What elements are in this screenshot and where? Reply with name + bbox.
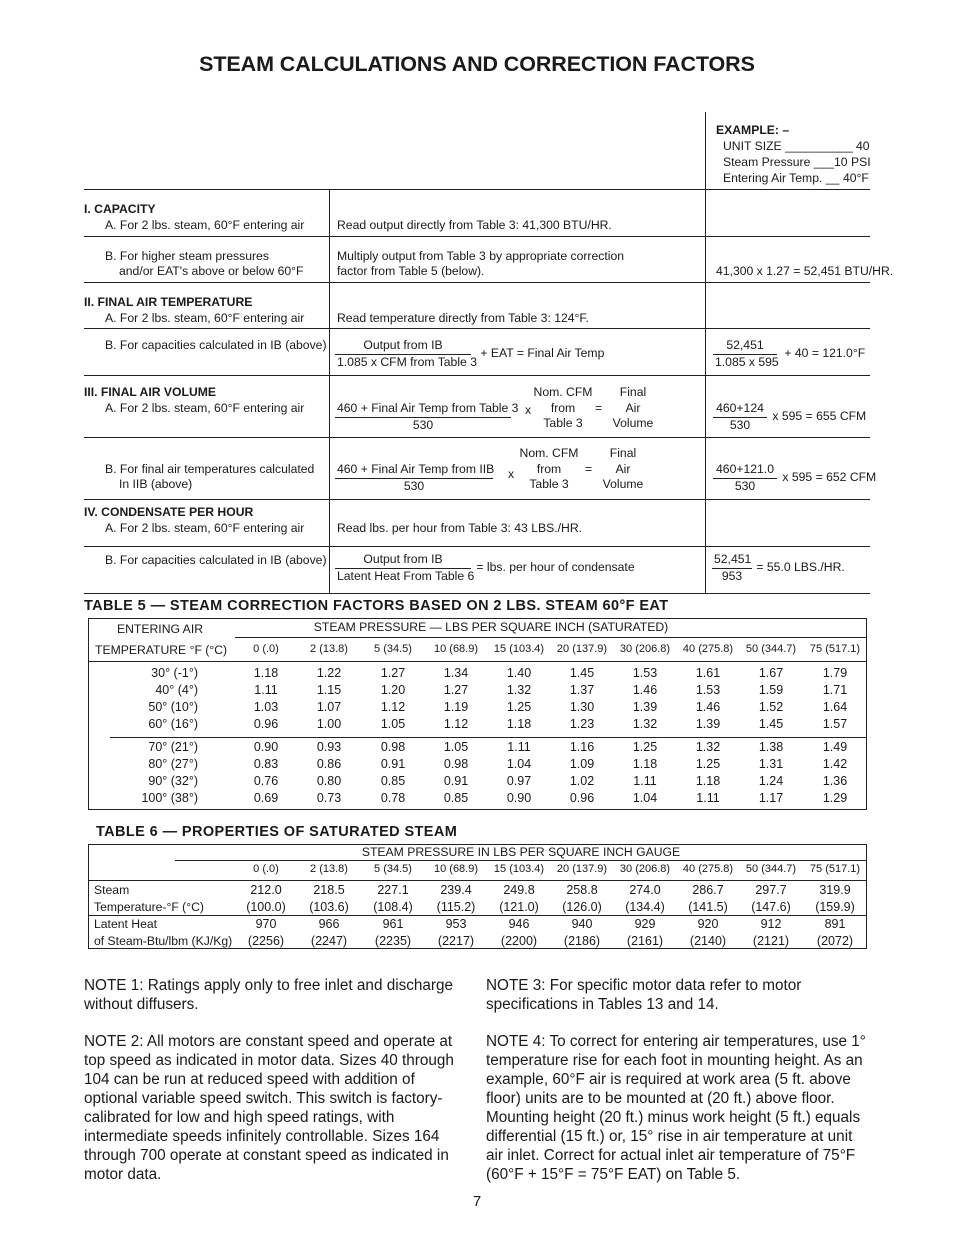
table6-cell: 218.5 <box>313 883 345 897</box>
table5-cell: 1.57 <box>822 717 848 731</box>
table5-row-temp: 90° (32°) <box>148 774 198 788</box>
page-title: STEAM CALCULATIONS AND CORRECTION FACTORS <box>199 52 755 76</box>
final-temp-b-result <box>713 338 865 370</box>
capacity-b-result: 41,300 x 1.27 = 52,451 BTU/HR. <box>716 264 894 278</box>
table6-column-header: 50 (344.7) <box>745 863 797 875</box>
fin-line: Volume <box>612 416 654 430</box>
nom-line: Nom. CFM <box>533 385 593 399</box>
fraction-tail: x 595 = 652 CFM <box>782 470 877 485</box>
note-1: NOTE 1: Ratings apply only to free inlet and discharge without diffusers. <box>84 977 454 1013</box>
table6-cell: 319.9 <box>819 883 851 897</box>
capacity-a-left: A. For 2 lbs. steam, 60°F entering air <box>105 218 305 232</box>
fin-line: Air <box>625 400 641 415</box>
table6-group-header: STEAM PRESSURE IN LBS PER SQUARE INCH GAUGE <box>361 845 681 859</box>
table6-cell: (108.4) <box>373 900 413 914</box>
table6-cell: (121.0) <box>499 900 539 914</box>
table5-row-temp: 50° (10°) <box>148 700 198 714</box>
fraction-tail: = 55.0 LBS./HR. <box>756 560 845 575</box>
nom-cfm-label <box>514 446 584 493</box>
table5-cell: 0.76 <box>253 774 279 788</box>
final-volume-a-result <box>713 401 866 433</box>
table5-cell: 0.93 <box>316 740 342 754</box>
table5-cell: 1.30 <box>569 700 595 714</box>
fraction-numerator: Output from IB <box>335 338 471 355</box>
table6-cell: 891 <box>824 917 846 931</box>
table5-row-temp: 40° (4°) <box>155 683 198 697</box>
fraction-denominator: 530 <box>412 417 434 432</box>
fraction-denominator: 530 <box>729 417 751 432</box>
table5-column-header: 75 (517.1) <box>809 643 861 655</box>
capacity-b-mid-2: factor from Table 5 (below). <box>337 264 485 278</box>
table5-cell: 1.45 <box>758 717 784 731</box>
table6-cell: 249.8 <box>503 883 535 897</box>
equals-sign: = <box>595 401 603 415</box>
table6-latent-label-1: Latent Heat <box>94 917 158 931</box>
example-unit-size-value: 40 <box>856 139 870 153</box>
table6-cell: 212.0 <box>250 883 282 897</box>
fraction-tail: + EAT = Final Air Temp <box>480 346 605 361</box>
table6-cell: 940 <box>571 917 593 931</box>
table6-cell: 227.1 <box>377 883 409 897</box>
table5-row-temp: 100° (38°) <box>141 791 198 805</box>
table6-column-header: 40 (275.8) <box>682 863 734 875</box>
nom-line: Table 3 <box>543 416 583 430</box>
table6-cell: (115.2) <box>436 900 476 914</box>
fraction-tail: = lbs. per hour of condensate <box>476 560 635 575</box>
final-temp-heading: II. FINAL AIR TEMPERATURE <box>84 295 253 309</box>
table6-cell: 946 <box>508 917 530 931</box>
table5-row-temp: 30° (-1°) <box>151 666 198 680</box>
table5-cell: 0.69 <box>253 791 279 805</box>
fraction-denominator: 1.085 x 595 <box>715 354 779 369</box>
nom-line: from <box>536 461 562 476</box>
table5-cell: 1.17 <box>758 791 784 805</box>
table5-cell: 1.25 <box>506 700 532 714</box>
table5-cell: 1.46 <box>632 683 658 697</box>
table5-cell: 1.22 <box>316 666 342 680</box>
table6-column-header: 15 (103.4) <box>493 863 545 875</box>
example-entering-air-label: Entering Air Temp. __ <box>723 171 840 185</box>
table5-column-header: 30 (206.8) <box>619 643 671 655</box>
table5-column-header: 10 (68.9) <box>433 643 479 655</box>
note-3: NOTE 3: For specific motor data refer to motor specifications in Tables 13 and 14. <box>486 977 802 1013</box>
table5-cell: 1.15 <box>316 683 342 697</box>
final-temp-b-formula <box>335 338 604 370</box>
table6-cell: (2247) <box>310 934 348 948</box>
table6-column-header: 20 (137.9) <box>556 863 608 875</box>
table5-cell: 1.39 <box>695 717 721 731</box>
fraction-denominator: 530 <box>734 478 756 493</box>
capacity-heading: I. CAPACITY <box>84 202 156 216</box>
table5-cell: 0.91 <box>380 757 406 771</box>
table6-cell: (2235) <box>374 934 412 948</box>
table5-cell: 1.18 <box>695 774 721 788</box>
table5-cell: 0.98 <box>380 740 406 754</box>
table6-cell: 912 <box>760 917 782 931</box>
capacity-b-mid-1: Multiply output from Table 3 by appropriate correction <box>337 249 625 263</box>
example-heading: EXAMPLE: – <box>716 123 790 137</box>
table6-cell: (2121) <box>752 934 790 948</box>
table5-cell: 1.52 <box>758 700 784 714</box>
table5-cell: 1.27 <box>443 683 469 697</box>
condensate-heading: IV. CONDENSATE PER HOUR <box>84 505 254 519</box>
table6-cell: 966 <box>318 917 340 931</box>
table5-column-header: 2 (13.8) <box>310 643 348 655</box>
fraction-tail: + 40 = 121.0°F <box>784 346 866 361</box>
table6-cell: (100.0) <box>246 900 286 914</box>
table5-cell: 0.97 <box>506 774 532 788</box>
condensate-b-result <box>712 552 845 584</box>
fin-line: Final <box>609 446 637 460</box>
table5-cell: 1.18 <box>632 757 658 771</box>
table5-cell: 0.78 <box>380 791 406 805</box>
example-entering-air-value: 40°F <box>843 171 869 185</box>
multiply-sign: x <box>525 403 532 417</box>
fraction-denominator: 1.085 x CFM from Table 3 <box>337 354 477 369</box>
table5-cell: 1.11 <box>507 740 531 754</box>
table6-cell: 239.4 <box>440 883 472 897</box>
table5-cell: 1.38 <box>758 740 784 754</box>
table6-cell: (2140) <box>689 934 727 948</box>
final-temp-a-mid: Read temperature directly from Table 3: 124°F. <box>337 311 589 325</box>
table6-cell: (2186) <box>563 934 601 948</box>
table6-cell: 929 <box>634 917 656 931</box>
table5-cell: 0.96 <box>569 791 595 805</box>
table6-cell: (2072) <box>816 934 854 948</box>
nom-line: Table 3 <box>529 477 569 491</box>
table5-cell: 0.83 <box>253 757 279 771</box>
table6-cell: (126.0) <box>562 900 602 914</box>
table5-cell: 1.45 <box>569 666 595 680</box>
fraction-numerator: Output from IB <box>335 552 471 569</box>
table5-cell: 0.90 <box>506 791 532 805</box>
final-temp-b-left: B. For capacities calculated in IB (above) <box>105 338 327 352</box>
example-steam-pressure-value: 10 PSI <box>834 155 871 169</box>
table5-cell: 1.53 <box>695 683 721 697</box>
nom-line: Nom. CFM <box>519 446 579 460</box>
table5-cell: 0.91 <box>443 774 469 788</box>
table6-column-header: 75 (517.1) <box>809 863 861 875</box>
notes-left-column <box>84 976 464 1202</box>
table5-cell: 1.53 <box>632 666 658 680</box>
final-volume-b-formula <box>335 462 493 494</box>
final-volume-a-left: A. For 2 lbs. steam, 60°F entering air <box>105 401 305 415</box>
fin-line: Final <box>619 385 647 399</box>
table5-column-header: 50 (344.7) <box>745 643 797 655</box>
table6-cell: (134.4) <box>625 900 665 914</box>
fraction-denominator: 953 <box>721 568 743 583</box>
final-air-volume-label <box>598 446 648 493</box>
fin-line: Air <box>615 461 631 476</box>
example-unit-size-label: UNIT SIZE __________ <box>723 139 853 153</box>
table6-cell: 961 <box>382 917 404 931</box>
table5-column-header: 0 (.0) <box>253 643 279 655</box>
table5-cell: 1.59 <box>758 683 784 697</box>
table6-cell: (2161) <box>626 934 664 948</box>
fraction-denominator: 530 <box>403 478 425 493</box>
table6-column-header: 30 (206.8) <box>619 863 671 875</box>
table6-steam-label-2: Temperature-°F (°C) <box>94 900 204 914</box>
table5-cell: 1.02 <box>569 774 595 788</box>
table5-cell: 1.34 <box>443 666 469 680</box>
table5-cell: 1.12 <box>443 717 469 731</box>
table5-cell: 1.05 <box>443 740 469 754</box>
table5-cell: 1.31 <box>758 757 784 771</box>
fraction-denominator: Latent Heat From Table 6 <box>337 568 475 583</box>
table5-column-header: 40 (275.8) <box>682 643 734 655</box>
table6-cell: 297.7 <box>755 883 787 897</box>
multiply-sign: x <box>508 467 515 481</box>
table5-cell: 0.73 <box>316 791 342 805</box>
notes-right-column <box>486 976 866 1202</box>
fraction-numerator: 460+124 <box>713 401 767 418</box>
table5-row-temp: 70° (21°) <box>148 740 198 754</box>
fraction-tail: x 595 = 655 CFM <box>772 409 867 424</box>
table5-cell: 0.85 <box>380 774 406 788</box>
fraction-numerator: 52,451 <box>712 552 752 569</box>
condensate-a-left: A. For 2 lbs. steam, 60°F entering air <box>105 521 305 535</box>
table5-cell: 1.09 <box>569 757 595 771</box>
equals-sign: = <box>585 462 593 476</box>
table5-cell: 1.29 <box>822 791 848 805</box>
final-temp-a-left: A. For 2 lbs. steam, 60°F entering air <box>105 311 305 325</box>
table5-row-header-2: TEMPERATURE °F (°C) <box>95 643 228 657</box>
table5-cell: 1.23 <box>569 717 595 731</box>
final-volume-b-result <box>713 462 876 494</box>
table5-cell: 1.32 <box>506 683 532 697</box>
table5-cell: 1.04 <box>632 791 658 805</box>
table5-cell: 1.07 <box>316 700 342 714</box>
table5-cell: 1.25 <box>695 757 721 771</box>
fraction-numerator: 52,451 <box>713 338 777 355</box>
condensate-b-formula <box>335 552 635 584</box>
table5-cell: 0.80 <box>316 774 342 788</box>
table6-title: TABLE 6 — PROPERTIES OF SATURATED STEAM <box>96 824 458 840</box>
table5-row-temp: 80° (27°) <box>148 757 198 771</box>
capacity-b-left-1: B. For higher steam pressures <box>105 249 269 263</box>
table5-cell: 1.39 <box>632 700 658 714</box>
table5-cell: 1.11 <box>254 683 278 697</box>
fraction-numerator: 460 + Final Air Temp from IIB <box>335 462 493 479</box>
final-volume-heading: III. FINAL AIR VOLUME <box>84 385 217 399</box>
table5-column-header: 15 (103.4) <box>493 643 545 655</box>
table5-cell: 1.18 <box>506 717 532 731</box>
table5-cell: 1.18 <box>253 666 279 680</box>
table5-cell: 1.00 <box>316 717 342 731</box>
table5-cell: 1.25 <box>632 740 658 754</box>
table5-cell: 1.64 <box>822 700 848 714</box>
table6-cell: (159.9) <box>815 900 855 914</box>
table6-cell: (147.6) <box>751 900 791 914</box>
table6-cell: 920 <box>697 917 719 931</box>
table6-steam-label-1: Steam <box>94 883 130 897</box>
table5-cell: 1.32 <box>695 740 721 754</box>
table5-cell: 1.67 <box>758 666 784 680</box>
table5-cell: 0.98 <box>443 757 469 771</box>
table5-cell: 1.03 <box>253 700 279 714</box>
condensate-a-mid: Read lbs. per hour from Table 3: 43 LBS./HR. <box>337 521 583 535</box>
fraction-numerator: 460 + Final Air Temp from Table 3 <box>335 401 511 418</box>
final-volume-b-left-1: B. For final air temperatures calculated <box>105 462 315 476</box>
table6-cell: 258.8 <box>566 883 598 897</box>
table6-cell: 274.0 <box>629 883 661 897</box>
table5-column-header: 5 (34.5) <box>374 643 412 655</box>
table6-cell: 953 <box>445 917 467 931</box>
table5-cell: 1.40 <box>506 666 532 680</box>
nom-cfm-label <box>528 385 598 432</box>
table5-cell: 1.05 <box>380 717 406 731</box>
note-2: NOTE 2: All motors are constant speed and operate at top speed as indicated in motor data. Sizes 40 through 104 can be run at reduced speed with addition of optional variable speed switch. This switch is factory-calibrated for low and high speed ratings, with intermediate speeds infinitely controllable. Sizes 164 through 700 operate at constant speed as indicated in motor data. <box>84 1033 454 1183</box>
table5-title: TABLE 5 — STEAM CORRECTION FACTORS BASED ON 2 LBS. STEAM 60°F EAT <box>84 598 669 614</box>
example-steam-pressure-label: Steam Pressure ___ <box>723 155 835 169</box>
page-number: 7 <box>472 1193 482 1210</box>
table6-column-header: 2 (13.8) <box>310 863 348 875</box>
table5-cell: 1.46 <box>695 700 721 714</box>
condensate-b-left: B. For capacities calculated in IB (above) <box>105 553 327 567</box>
table5-cell: 1.36 <box>822 774 848 788</box>
table5-cell: 1.71 <box>822 683 848 697</box>
table5-cell: 1.27 <box>380 666 406 680</box>
nom-line: from <box>550 400 576 415</box>
table5-cell: 1.20 <box>380 683 406 697</box>
table5-cell: 1.16 <box>569 740 595 754</box>
final-air-volume-label <box>608 385 658 432</box>
table5-cell: 1.12 <box>380 700 406 714</box>
table6-cell: 286.7 <box>692 883 724 897</box>
table6-cell: (2256) <box>247 934 285 948</box>
table5-cell: 1.37 <box>569 683 595 697</box>
fin-line: Volume <box>602 477 644 491</box>
table5-cell: 1.79 <box>822 666 848 680</box>
table5-group-header: STEAM PRESSURE — LBS PER SQUARE INCH (SATURATED) <box>313 620 669 634</box>
table5-cell: 1.61 <box>695 666 721 680</box>
table6-latent-label-2: of Steam-Btu/lbm (KJ/Kg) <box>94 934 233 948</box>
table6-column-header: 5 (34.5) <box>374 863 412 875</box>
table6-column-header: 0 (.0) <box>253 863 279 875</box>
table5-cell: 0.96 <box>253 717 279 731</box>
capacity-a-mid: Read output directly from Table 3: 41,300 BTU/HR. <box>337 218 612 232</box>
table5-row-header-1: ENTERING AIR <box>117 622 204 636</box>
table5-cell: 1.19 <box>443 700 469 714</box>
note-4: NOTE 4: To correct for entering air temperatures, use 1° temperature rise for each foot in mounting height. As an example, 60°F air is required at work area (5 ft. above floor) units are to be mounted at (20 ft.) above floor. Mounting height (20 ft.) minus work height (5 ft.) equals differential (15 ft.) or, 15° rise in air temperature at unit air inlet. Correct for actual inlet air temperature of 75°F (60°F + 15°F = 75°F EAT) on Table 5. <box>486 1033 866 1183</box>
table5-cell: 0.85 <box>443 791 469 805</box>
table6-column-header: 10 (68.9) <box>433 863 479 875</box>
capacity-b-left-2: and/or EAT's above or below 60°F <box>119 264 304 278</box>
table5-cell: 1.49 <box>822 740 848 754</box>
table5-column-header: 20 (137.9) <box>556 643 608 655</box>
table5-cell: 0.90 <box>253 740 279 754</box>
table5-cell: 1.11 <box>633 774 657 788</box>
table6-cell: (141.5) <box>688 900 728 914</box>
table6-cell: (2200) <box>500 934 538 948</box>
table6-cell: 970 <box>255 917 277 931</box>
final-volume-b-left-2: In IIB (above) <box>119 477 193 491</box>
final-volume-a-formula <box>335 401 519 433</box>
table6-cell: (103.6) <box>309 900 349 914</box>
fraction-numerator: 460+121.0 <box>713 462 777 479</box>
table6-cell: (2217) <box>437 934 475 948</box>
table5-cell: 1.32 <box>632 717 658 731</box>
table5-cell: 1.04 <box>506 757 532 771</box>
table5-cell: 1.24 <box>758 774 784 788</box>
table5-cell: 0.86 <box>316 757 342 771</box>
table5-cell: 1.42 <box>822 757 848 771</box>
table5-cell: 1.11 <box>696 791 720 805</box>
table5-row-temp: 60° (16°) <box>148 717 198 731</box>
